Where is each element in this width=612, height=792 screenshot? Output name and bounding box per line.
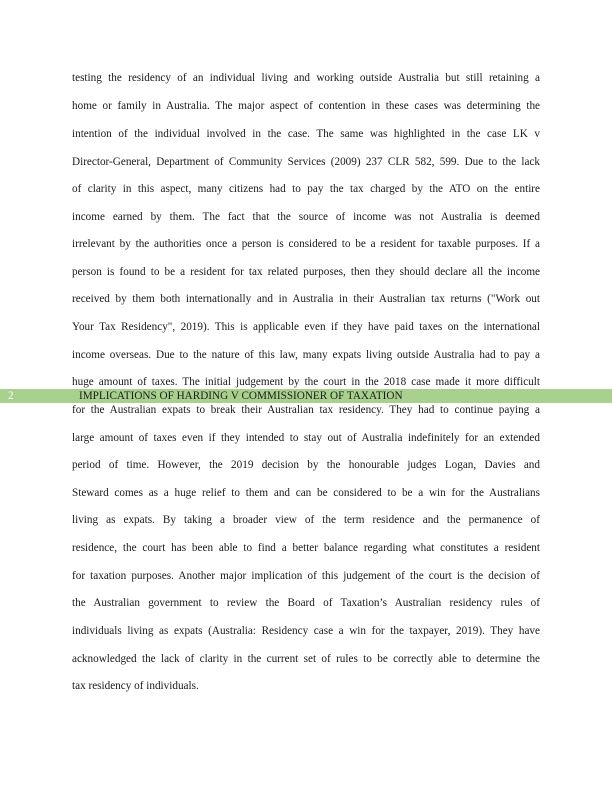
body-line: acknowledged the lack of clarity in the current set of rules to be correctly able to determine the (72, 653, 540, 665)
body-line: income earned by them. The fact that the source of income was not Australia is deemed (72, 211, 540, 223)
body-line: large amount of taxes even if they intended to stay out of Australia indefinitely for an extended (72, 432, 540, 444)
body-line: for the Australian expats to break their Australian tax residency. They had to continue paying a (72, 404, 540, 416)
body-line: of clarity in this aspect, many citizens had to pay the tax charged by the ATO on the entire (72, 183, 540, 195)
body-line: income overseas. Due to the nature of this law, many expats living outside Australia had to pay a (72, 349, 540, 361)
body-line: Steward comes as a huge relief to them and can be considered to be a win for the Australians (72, 487, 540, 499)
body-line: living as expats. By taking a broader view of the term residence and the permanence of (72, 514, 540, 526)
body-line: for taxation purposes. Another major implication of this judgement of the court is the decision of (72, 570, 540, 582)
running-header (0, 389, 612, 403)
body-line: intention of the individual involved in the case. The same was highlighted in the case LK v (72, 128, 540, 140)
body-line: Director-General, Department of Community Services (2009) 237 CLR 582, 599. Due to the lack (72, 156, 540, 168)
body-line: person is found to be a resident for tax related purposes, then they should declare all the income (72, 266, 540, 278)
body-line: huge amount of taxes. The initial judgement by the court in the 2018 case made it more difficult (72, 376, 540, 388)
body-line: testing the residency of an individual living and working outside Australia but still retaining a (72, 72, 540, 84)
running-head-title: IMPLICATIONS OF HARDING V COMMISSIONER OF TAXATION (79, 390, 403, 402)
body-line: tax residency of individuals. (72, 680, 199, 692)
body-line: received by them both internationally and in Australia in their Australian tax returns ("Work out (72, 293, 540, 305)
body-line: irrelevant by the authorities once a person is considered to be a resident for taxable purposes. If a (72, 238, 540, 250)
body-line: individuals living as expats (Australia: Residency case a win for the taxpayer, 2019). They have (72, 625, 540, 637)
body-line: period of time. However, the 2019 decision by the honourable judges Logan, Davies and (72, 459, 540, 471)
body-line: home or family in Australia. The major aspect of contention in these cases was determining the (72, 100, 540, 112)
page-number: 2 (8, 390, 14, 402)
body-line: the Australian government to review the Board of Taxation’s Australian residency rules of (72, 597, 540, 609)
body-line: residence, the court has been able to find a better balance regarding what constitutes a resident (72, 542, 540, 554)
body-line: Your Tax Residency", 2019). This is applicable even if they have paid taxes on the international (72, 321, 540, 333)
